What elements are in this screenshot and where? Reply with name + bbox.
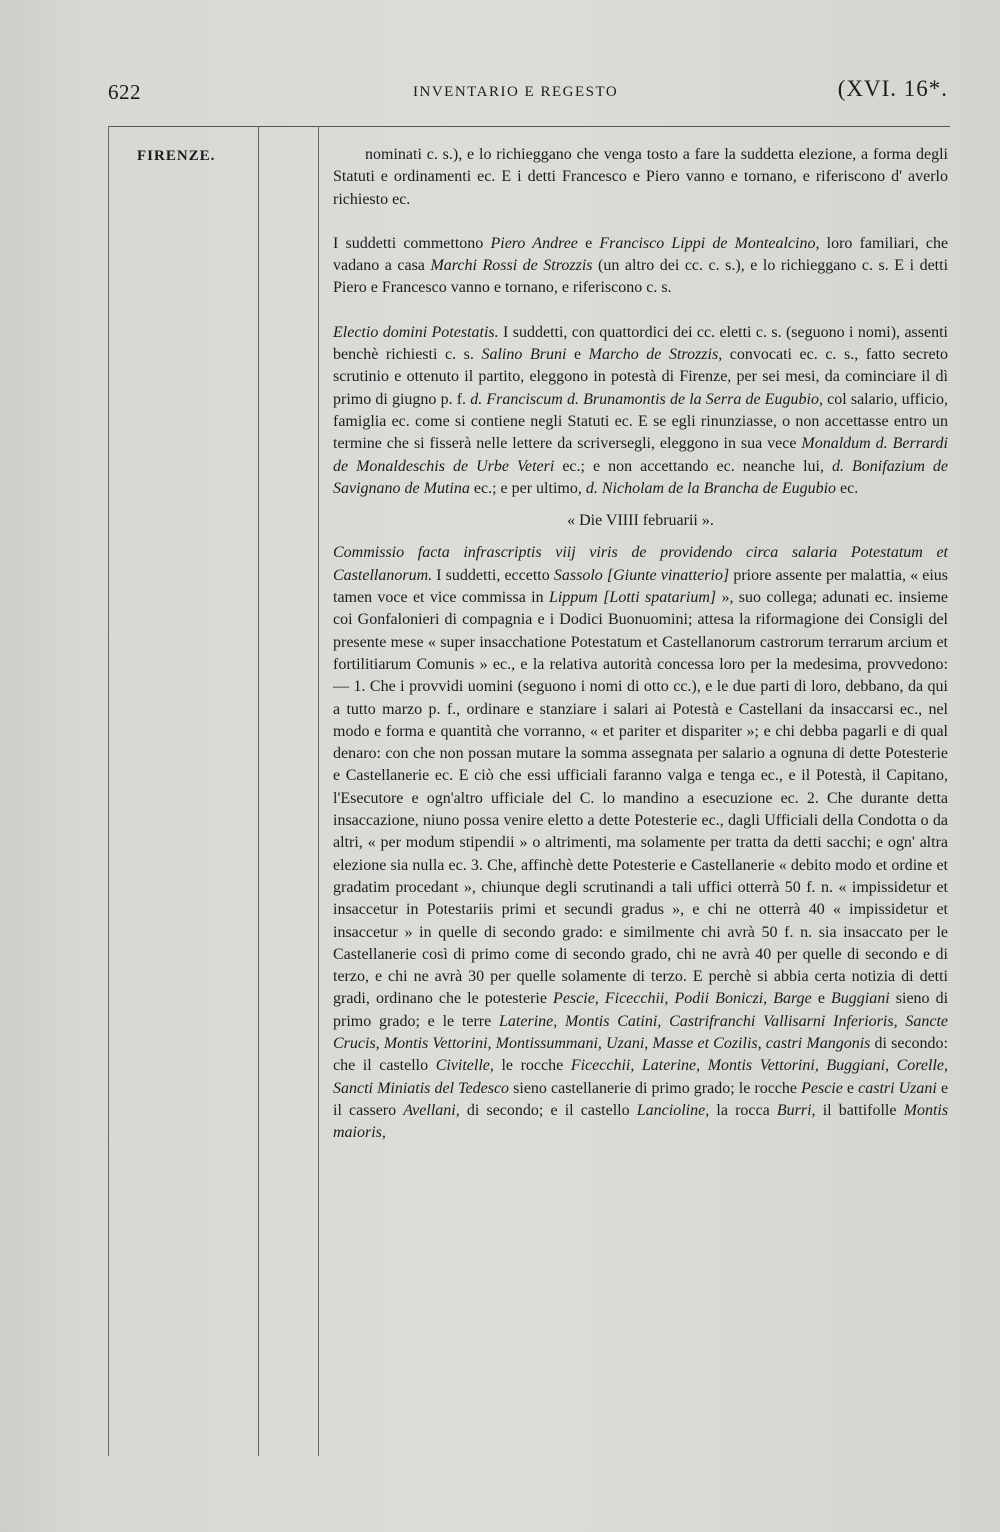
text-run: I suddetti commettono: [333, 234, 484, 252]
spacer: [333, 300, 948, 322]
italic-name: [Giunte vinatterio]: [606, 566, 730, 584]
text-run: sieno di primo grado; e le terre: [333, 990, 949, 1030]
text-run: ec.; e non accettando ec. neanche lui,: [562, 457, 825, 475]
text-run: convocati ec. c. s., fatto secreto scrutinio e ottenuto il partito, eleggono in potestà di Firenze, per sei mesi, da cominciare il dì primo di giugno p. f.: [333, 346, 949, 408]
header-rule: [108, 126, 950, 127]
italic-name: Marcho de Strozzis,: [588, 346, 723, 364]
text-run: il battifolle: [822, 1101, 897, 1119]
text-run: priore assente per malattia, « eius tamen voce et vice commissa in: [333, 566, 948, 607]
italic-name: Sassolo: [553, 566, 603, 584]
text-run: I suddetti, eccetto: [436, 566, 550, 584]
text-run: », suo collega; adunati ec. insieme coi Gonfalonieri di compagnia e i Dodici Buonuomini; attesa la riformagione dei Consigli del presente mese « super insacchatione Potestatum et Castellanorum castrorum terrarum arcium et fortilitiarum Comunis » ec., e la relativa autorità concessa loro per la medesima, provvedono: — 1. Che i provvidi uomini (seguono i nomi di otto cc.), e le due parti di loro, debbano, da qui a tutto marzo p. f., ordinare e stanziare i salari ai Potestà e Castellani da insaccarsi ec., nel modo e forma e quantità che vorranno, « et pariter et dispariter »; e chi debba pagarli e di qual denaro: con che non possan mutare la somma assegnata per salario a ognuna di dette Potesterie e Castellanerie ec. E ciò che essi ufficiali faranno valga e tenga ec., e il Potestà, il Capitano, l'Esecutore e ogn'altro ufficiale del C. lo mandino a esecuzione ec. 2. Che durante detta insaccazione, niuno possa venire eletto a dette Potesterie ec., dagli Ufficiali della Condotta o da altri, « per modum stipendii » o altrimenti, ma solamente per tratta da detti sacchi; e ogn' altra elezione sia nulla ec. 3. Che, affinchè dette Potesterie e Castellanerie « debito modo et ordine et gradatim procedant », chiunque degli scrutinandi a tali uffici otterrà 50 f. n. « impissidetur et insaccetur in Potestariis primi et secundi gradus », e chi ne otterrà 40 « impissidetur et insaccetur » in quelle di secondo grado: e similmente chi avrà 50 f. n. sia insaccato per le Castellanerie così di primo come di secondo grado, chi ne avrà 40 per quelle di secondo e di terzo, e chi ne avrà 30 per quelle solamente di terzo. E perchè si abbia certa notizia di detti gradi, ordinano che le potesterie: [333, 589, 949, 1008]
paragraph: [333, 322, 948, 500]
italic-name: Buggiani: [831, 990, 890, 1008]
italic-name: Piero Andree: [490, 234, 578, 252]
spacer: [333, 211, 948, 233]
italic-name: Laterine, Montis Catini, Castrifranchi Vallisarni Inferioris, Sancte Crucis, Montis Vettorini, Montissummani, Uzani, Masse et Cozilis, castri Mangonis: [333, 1012, 949, 1052]
margin-left-line: [108, 126, 109, 1456]
italic-name: d. Franciscum d. Brunamontis de la Serra de Eugubio,: [470, 390, 823, 408]
margin-right-line: [318, 126, 319, 1456]
paragraph: [333, 542, 948, 1144]
italic-name: [Lotti spatarium]: [603, 589, 717, 607]
date-heading: « Die VIIII februarii ».: [567, 512, 714, 530]
text-run: (un altro dei cc. c. s.), e lo richieggano c. s. E i detti Piero e Francesco vanno e tornano, e riferiscono c. s.: [333, 257, 949, 297]
text-run: le rocche: [501, 1057, 564, 1075]
italic-name: Francisco Lippi de Montealcino,: [599, 234, 820, 252]
paragraph: [333, 233, 948, 300]
entry-title: Commissio facta infrascriptis viij viris de providendo circa salaria Potestatum et Castellanorum.: [333, 544, 948, 584]
text-run: e: [585, 234, 593, 252]
italic-name: d. Bonifazium de Savignano de Mutina: [333, 457, 949, 497]
text-run: loro familiari, che vadano a casa: [333, 234, 949, 275]
italic-name: Monaldum d. Berrardi de Monaldeschis de Urbe Veteri: [333, 435, 948, 475]
italic-name: Pescie, Ficecchii, Podii Boniczi, Barge: [553, 990, 812, 1008]
italic-name: Civitelle,: [435, 1057, 494, 1075]
section-number: (XVI. 16*.: [837, 76, 948, 101]
italic-name: Ficecchii, Laterine, Montis Vettorini, Buggiani, Corelle, Sancti Miniatis del Tedesco: [333, 1057, 949, 1097]
text-run: e: [573, 346, 582, 364]
italic-name: Lippum: [548, 589, 598, 607]
text-run: col salario, ufficio, famiglia ec. come si contiene negli Statuti ec. E se egli rinunziasse, o non accettasse entro un termine che si fisserà nelle lettere da scriversegli, eleggono in sua vece: [333, 390, 949, 453]
italic-name: d. Nicholam de la Brancha de Eugubio: [585, 479, 837, 497]
margin-mid-line: [258, 126, 259, 1456]
page-header: [108, 78, 948, 112]
body-text: [333, 144, 948, 1144]
spacer: [333, 532, 948, 542]
running-title: INVENTARIO E REGESTO: [413, 84, 619, 100]
text-run: sieno castellanerie di primo grado; le rocche: [513, 1079, 798, 1097]
text-run: I suddetti, con quattordici dei cc. eletti c. s. (seguono i nomi), assenti benchè richiesti c. s.: [333, 323, 948, 364]
text-run: ec.; e per ultimo,: [473, 479, 582, 497]
italic-name: Salino Bruni: [481, 346, 567, 364]
text-run: e il cassero: [333, 1079, 949, 1119]
page-number: 622: [108, 80, 141, 104]
italic-name: Avellani,: [403, 1101, 460, 1119]
text-run: ec.: [840, 479, 859, 497]
text-run: la rocca: [716, 1101, 770, 1119]
text-run: e: [846, 1079, 855, 1097]
italic-name: castri Uzani: [858, 1079, 937, 1097]
text-run: e: [817, 990, 825, 1008]
text-run: di secondo; e il castello: [466, 1101, 630, 1119]
italic-name: Marchi Rossi de Strozzis: [430, 257, 593, 275]
place-label: FIRENZE.: [137, 148, 216, 164]
italic-name: Lancioline,: [636, 1101, 710, 1119]
italic-name: Montis maioris,: [333, 1101, 949, 1142]
text-run: di secondo: che il castello: [333, 1034, 949, 1075]
italic-name: Burri,: [776, 1101, 816, 1119]
spacer: [333, 500, 948, 510]
italic-name: Pescie: [801, 1079, 843, 1097]
paragraph: [333, 144, 948, 211]
entry-title: Electio domini Potestatis.: [333, 323, 499, 341]
paragraph-text: nominati c. s.), e lo richieggano che venga tosto a fare la suddetta elezione, a forma degli Statuti e ordinamenti ec. E i detti Francesco e Piero vanno e tornano, e riferiscono d' averlo richiesto ec.: [333, 146, 948, 208]
